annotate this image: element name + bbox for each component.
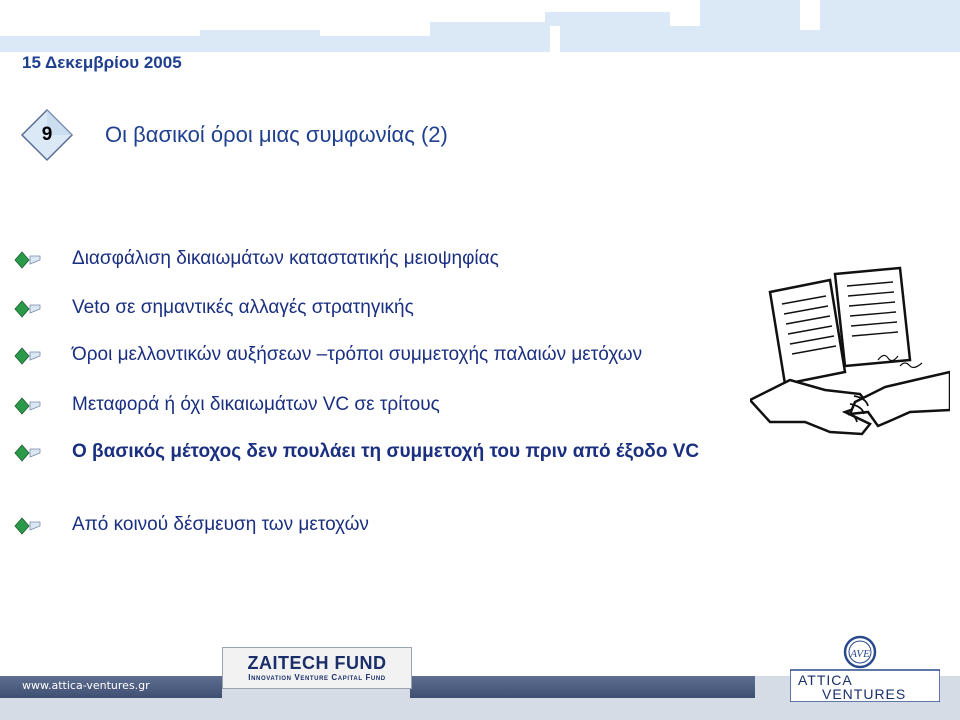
band-square xyxy=(820,0,960,30)
footer-strip xyxy=(410,676,755,698)
bullet-text: Όροι μελλοντικών αυξήσεων –τρόποι συμμετοχής παλαιών μετόχων xyxy=(72,344,643,365)
diamond-bullet-icon xyxy=(14,396,44,416)
attica-ventures-logo-icon xyxy=(790,632,940,702)
zaitech-fund-logo xyxy=(222,647,412,689)
attica-monogram: AVE xyxy=(850,648,870,660)
bullet-text: Ο βασικός μέτοχος δεν πουλάει τη συμμετοχή του πριν από έξοδο VC xyxy=(72,441,700,462)
diamond-bullet-icon xyxy=(14,250,44,270)
slide-number: 9 xyxy=(41,124,53,145)
diamond-bullet-icon xyxy=(14,346,44,366)
slide-title: Οι βασικοί όροι μιας συμφωνίας (2) xyxy=(105,122,448,147)
list-item xyxy=(14,394,804,416)
handshake-contract-icon xyxy=(750,262,950,452)
attica-line1: ATTICA xyxy=(798,672,853,688)
attica-line2: VENTURES xyxy=(822,686,907,702)
band-square xyxy=(748,30,960,52)
bullet-text: Veto σε σημαντικές αλλαγές στρατηγικής xyxy=(72,297,414,318)
zaitech-title: ZAITECH FUND xyxy=(247,653,387,673)
date-label: 15 Δεκεμβρίου 2005 xyxy=(22,53,182,72)
band-square xyxy=(545,12,670,26)
band-square xyxy=(430,22,550,52)
bullet-text: Μεταφορά ή όχι δικαιωμάτων VC σε τρίτους xyxy=(72,394,440,415)
list-item xyxy=(14,441,804,463)
bullet-text: Διασφάλιση δικαιωμάτων καταστατικής μειοψηφίας xyxy=(72,248,499,269)
diamond-bullet-icon xyxy=(14,516,44,536)
diamond-bullet-icon xyxy=(14,299,44,319)
zaitech-subtitle: Innovation Venture Capital Fund xyxy=(248,673,386,682)
header-band xyxy=(0,0,960,52)
list-item xyxy=(14,248,804,270)
bullet-text: Από κοινού δέσμευση των μετοχών xyxy=(72,514,369,535)
band-square xyxy=(200,30,320,52)
band-square xyxy=(700,0,800,30)
diamond-bullet-icon xyxy=(14,443,44,463)
list-item xyxy=(14,297,804,319)
website-link[interactable]: www.attica-ventures.gr xyxy=(22,679,150,692)
list-item xyxy=(14,344,804,366)
list-item xyxy=(14,514,804,536)
